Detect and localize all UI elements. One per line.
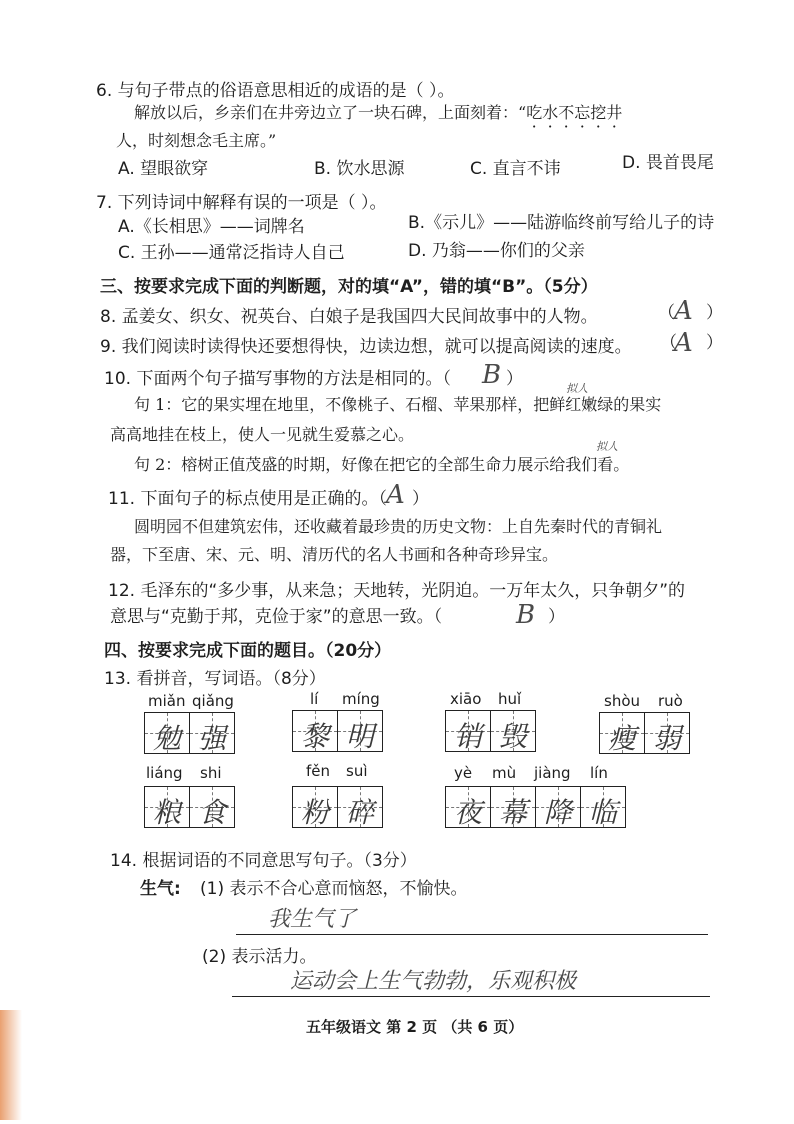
q6-dotted-char: 水 [542,103,559,122]
handwritten-char: 临 [588,796,617,828]
pinyin: jiàng [534,764,571,782]
q10-paren-close: ） [506,369,523,389]
pinyin: shòu [604,692,641,710]
q11-paren-close: ） [412,489,429,509]
q12-line-1: 12. 毛泽东的“多少事，从来急；天地转，光阴迫。一万年太久，只争朝夕”的 [108,581,686,601]
q8-text: 8. 孟姜女、织女、祝英台、白娘子是我国四大民间故事中的人物。 [100,307,598,327]
q14-stem: 14. 根据词语的不同意思写句子。（3分） [110,851,417,871]
pinyin: mù [492,764,517,782]
handwritten-char: 夜 [453,796,482,828]
char-box [189,786,235,828]
q6-dotted-char: 忘 [574,103,591,122]
q6-option-b: B. 饮水思源 [314,159,405,179]
q14-answer-2: 运动会上生气勃勃，乐观积极 [290,969,577,994]
handwritten-char: 明 [345,720,374,752]
answer-line [232,996,710,997]
q6-option-a: A. 望眼欲穿 [118,159,209,179]
q6-dotted-char: 吃 [526,103,543,122]
char-box [599,712,645,754]
pinyin: lí [310,690,319,708]
q6-option-d: D. 畏首畏尾 [622,153,714,173]
char-box-group [600,712,690,754]
page-footer: 五年级语文 第 2 页 （共 6 页） [306,1018,524,1036]
char-box [337,786,383,828]
handwritten-char: 毁 [498,720,527,752]
handwritten-char: 降 [543,796,572,828]
q14-word: 生气: [140,879,181,899]
q7-stem: 7. 下列诗词中解释有误的一项是（ ）。 [96,193,387,213]
handwritten-char: 强 [197,722,226,754]
char-box [535,786,581,828]
char-box [445,710,491,752]
q6-passage-part1: 解放以后，乡亲们在井旁边立了一块石碑，上面刻着：“ [134,103,527,122]
q9-paren-close: ） [706,333,723,353]
char-box [490,710,536,752]
char-box-group [446,710,536,752]
q9-answer: A [674,328,693,358]
pinyin: lín [590,764,608,782]
q7-option-d: D. 乃翁——你们的父亲 [408,241,585,261]
q11-sentence: 圆明园不但建筑宏伟，还收藏着最珍贵的历史文物：上自先秦时代的青铜礼 [134,517,663,536]
pinyin: yè [454,764,473,782]
handwritten-char: 弱 [652,722,681,754]
pinyin: fěn [306,762,331,780]
char-box-group [293,786,383,828]
char-box-group [293,710,383,752]
q10-sentence-1: 句 1：它的果实埋在地里，不像桃子、石榴、苹果那样，把鲜红嫩绿的果实 [134,395,662,414]
q10-text: 10. 下面两个句子描写事物的方法是相同的。（ [104,369,451,389]
section3-heading: 三、按要求完成下面的判断题，对的填“A”，错的填“B”。（5分） [100,277,598,297]
q6-passage [134,102,622,124]
q7-option-a: A.《长相思》——词牌名 [118,217,305,237]
q10-sentence-1-cont: 高高地挂在枝上，使人一见就生爱慕之心。 [110,425,415,444]
pinyin: qiǎng [192,692,234,710]
q10-sentence-2: 句 2：榕树正值茂盛的时期，好像在把它的全部生命力展示给我们看。 [134,455,630,474]
char-box [490,786,536,828]
char-box [144,786,190,828]
handwritten-char: 粉 [300,796,329,828]
q6-dotted-char: 井 [606,103,623,122]
q10-handwritten-note: 拟人 [566,382,588,395]
q6-dotted-char: 不 [558,103,575,122]
q10-handwritten-note: 拟人 [596,440,618,453]
q11-text: 11. 下面句子的标点使用是正确的。（ [108,489,387,509]
pinyin: ruò [658,692,683,710]
handwritten-char: 幕 [498,796,527,828]
handwritten-char: 食 [197,796,226,828]
char-box [580,786,626,828]
q11-answer: A [386,480,405,510]
pinyin: míng [342,690,380,708]
char-box [189,712,235,754]
char-box-group [145,712,235,754]
char-box [292,786,338,828]
pinyin: huǐ [498,690,522,708]
char-box-group [446,786,626,828]
handwritten-char: 销 [453,720,482,752]
pinyin: shi [200,764,222,782]
q12-answer: B [516,600,536,630]
q10-answer: B [482,360,502,390]
pinyin: liáng [146,764,183,782]
q8-paren-close: ） [706,303,723,323]
q6-stem: 6. 与句子带点的俗语意思相近的成语的是（ ）。 [96,81,455,101]
q6-dotted-char: 挖 [590,103,607,122]
q14-answer-1: 我生气了 [268,907,357,932]
pinyin: suì [346,762,368,780]
section4-heading: 四、按要求完成下面的题目。（20分） [104,641,392,661]
handwritten-char: 勉 [152,722,181,754]
q6-option-c: C. 直言不讳 [470,159,561,179]
q7-option-c: C. 王孙——通常泛指诗人自己 [118,243,345,263]
q11-sentence-cont: 器，下至唐、宋、元、明、清历代的名人书画和各种奇珍异宝。 [110,545,559,564]
char-box [644,712,690,754]
q9-text: 9. 我们阅读时读得快还要想得快，边读边想，就可以提高阅读的速度。 [100,337,632,357]
handwritten-char: 瘦 [607,722,636,754]
char-box-group [145,786,235,828]
q12-line-2: 意思与“克勤于邦，克俭于家”的意思一致。（ [110,607,443,627]
q9-paren-open: （ [660,333,677,353]
q14-meaning-2: (2) 表示活力。 [202,947,317,967]
q6-passage-end: 人，时刻想念毛主席。” [116,131,277,150]
answer-line [236,934,708,935]
q13-stem: 13. 看拼音，写词语。（8分） [104,669,326,689]
scan-shadow [0,1010,22,1120]
handwritten-char: 黎 [300,720,329,752]
char-box [144,712,190,754]
pinyin: miǎn [148,692,186,710]
handwritten-char: 粮 [152,796,181,828]
q14-meaning-1: (1) 表示不合心意而恼怒，不愉快。 [200,879,468,899]
char-box [292,710,338,752]
char-box [337,710,383,752]
char-box [445,786,491,828]
handwritten-char: 碎 [345,796,374,828]
q12-paren-close: ） [548,607,565,627]
q8-answer: A [674,296,693,326]
pinyin: xiāo [450,690,482,708]
q8-paren-open: （ [658,303,675,323]
q7-option-b: B.《示儿》——陆游临终前写给儿子的诗 [408,213,715,233]
